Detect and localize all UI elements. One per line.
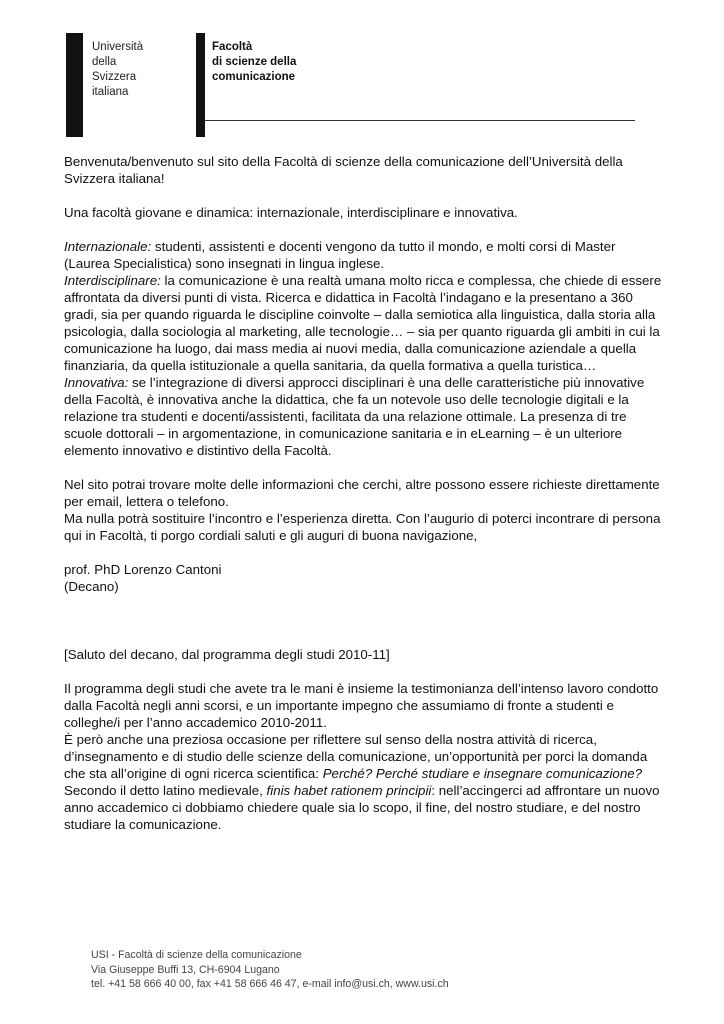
welcome-paragraph: Benvenuta/benvenuto sul sito della Facoltà di scienze della comunicazione dell’Università della Svizzera italiana! bbox=[64, 154, 623, 186]
faculty-line: di scienze della bbox=[212, 56, 297, 68]
header-rule bbox=[205, 120, 635, 121]
logo-bar-middle bbox=[196, 33, 205, 137]
university-line: della bbox=[92, 56, 117, 68]
innovativa-text: se l’integrazione di diversi approcci disciplinari è una delle caratteristiche più innovative della Facoltà, è innovativa anche la didattica, che fa un notevole uso delle tecnologie digitali e la relazione tra studenti e docenti/assistenti, facilitata da una relazione ottimale. La presenza di tre scuole dottorali – in argomentazione, in comunicazione sanitaria e in eLearning – è un ulteriore elemento innovativo e distintivo della Facoltà. bbox=[64, 375, 645, 458]
signature-role: (Decano) bbox=[64, 579, 119, 594]
internazionale-paragraph bbox=[64, 238, 664, 272]
logo-bar-left bbox=[66, 33, 83, 137]
footer-line: Via Giuseppe Buffi 13, CH-6904 Lugano bbox=[91, 963, 280, 976]
latin-motto: finis habet rationem principii bbox=[266, 783, 432, 798]
internazionale-term: Internazionale: bbox=[64, 239, 152, 254]
innovativa-term: Innovativa: bbox=[64, 375, 129, 390]
footer-line: tel. +41 58 666 40 00, fax +41 58 666 46 47, e-mail info@usi.ch, www.usi.ch bbox=[91, 978, 449, 990]
university-line: italiana bbox=[92, 86, 129, 98]
riflessione-text-c: : nell’accingerci ad affrontare un nuovo anno accademico ci dobbiamo chiedere quale sia lo scopo, il fine, del nostro studiare, e del nostro studiare la comunicazione. bbox=[64, 783, 660, 832]
footer-line: USI - Facoltà di scienze della comunicazione bbox=[91, 949, 302, 961]
second-section-heading: [Saluto del decano, dal programma degli studi 2010-11] bbox=[64, 647, 390, 662]
riflessione-paragraph bbox=[64, 731, 664, 833]
interdisciplinare-paragraph bbox=[64, 272, 664, 374]
footer-address bbox=[91, 948, 449, 992]
university-name bbox=[92, 40, 143, 100]
faculty-line: comunicazione bbox=[212, 71, 296, 83]
riflessione-text-b: Secondo il detto latino medievale, bbox=[64, 783, 267, 798]
internazionale-text: studenti, assistenti e docenti vengono da tutto il mondo, e molti corsi di Master (Laurea Specialistica) sono insegnati in lingua inglese. bbox=[64, 239, 616, 271]
closing-paragraph: Ma nulla potrà sostituire l’incontro e l’esperienza diretta. Con l’augurio di poterci incontrare di persona qui in Facoltà, ti porgo cordiali saluti e gli auguri di buona navigazione, bbox=[64, 511, 661, 543]
programma-paragraph: Il programma degli studi che avete tra le mani è insieme la testimonianza dell’intenso lavoro condotto dalla Facoltà negli anni scorsi, e un importante impegno che assumiamo di fronte a studenti e colleghe/i per l’anno accademico 2010-2011. bbox=[64, 681, 659, 730]
site-info-paragraph: Nel sito potrai trovare molte delle informazioni che cerchi, altre possono essere richieste direttamente per email, lettera o telefono. bbox=[64, 477, 660, 509]
tagline-paragraph: Una facoltà giovane e dinamica: internazionale, interdisciplinare e innovativa. bbox=[64, 205, 518, 220]
innovativa-paragraph bbox=[64, 374, 664, 459]
riflessione-question: Perché? Perché studiare e insegnare comunicazione? bbox=[322, 766, 643, 781]
faculty-line: Facoltà bbox=[212, 41, 253, 53]
university-line: Università bbox=[92, 41, 144, 53]
riflessione-text-a: È però anche una preziosa occasione per riflettere sul senso della nostra attività di ricerca, d’insegnamento e di studio delle scienze della comunicazione, un’opportunità per porci la domanda che sta all’origine di ogni ricerca scientifica: bbox=[64, 732, 648, 781]
signature-name: prof. PhD Lorenzo Cantoni bbox=[64, 562, 222, 577]
university-line: Svizzera bbox=[92, 71, 137, 83]
faculty-name bbox=[212, 40, 296, 85]
interdisciplinare-text: la comunicazione è una realtà umana molto ricca e complessa, che chiede di essere affrontata da diversi punti di vista. Ricerca e didattica in Facoltà l’indagano e la presentano a 360 gradi, sia per quando riguarda le discipline coinvolte – dalla semiotica alla linguistica, dalla storia alla psicologia, dalla sociologia al marketing, alle tecnologie… – sia per quanto riguarda gli ambiti in cui la comunicazione ha luogo, dai mass media ai nuovi media, dalla comunicazione aziendale a quella finanziaria, da quella istituzionale a quella sanitaria, da quella formativa a quella turistica… bbox=[64, 273, 662, 373]
document-body bbox=[64, 153, 664, 833]
interdisciplinare-term: Interdisciplinare: bbox=[64, 273, 161, 288]
